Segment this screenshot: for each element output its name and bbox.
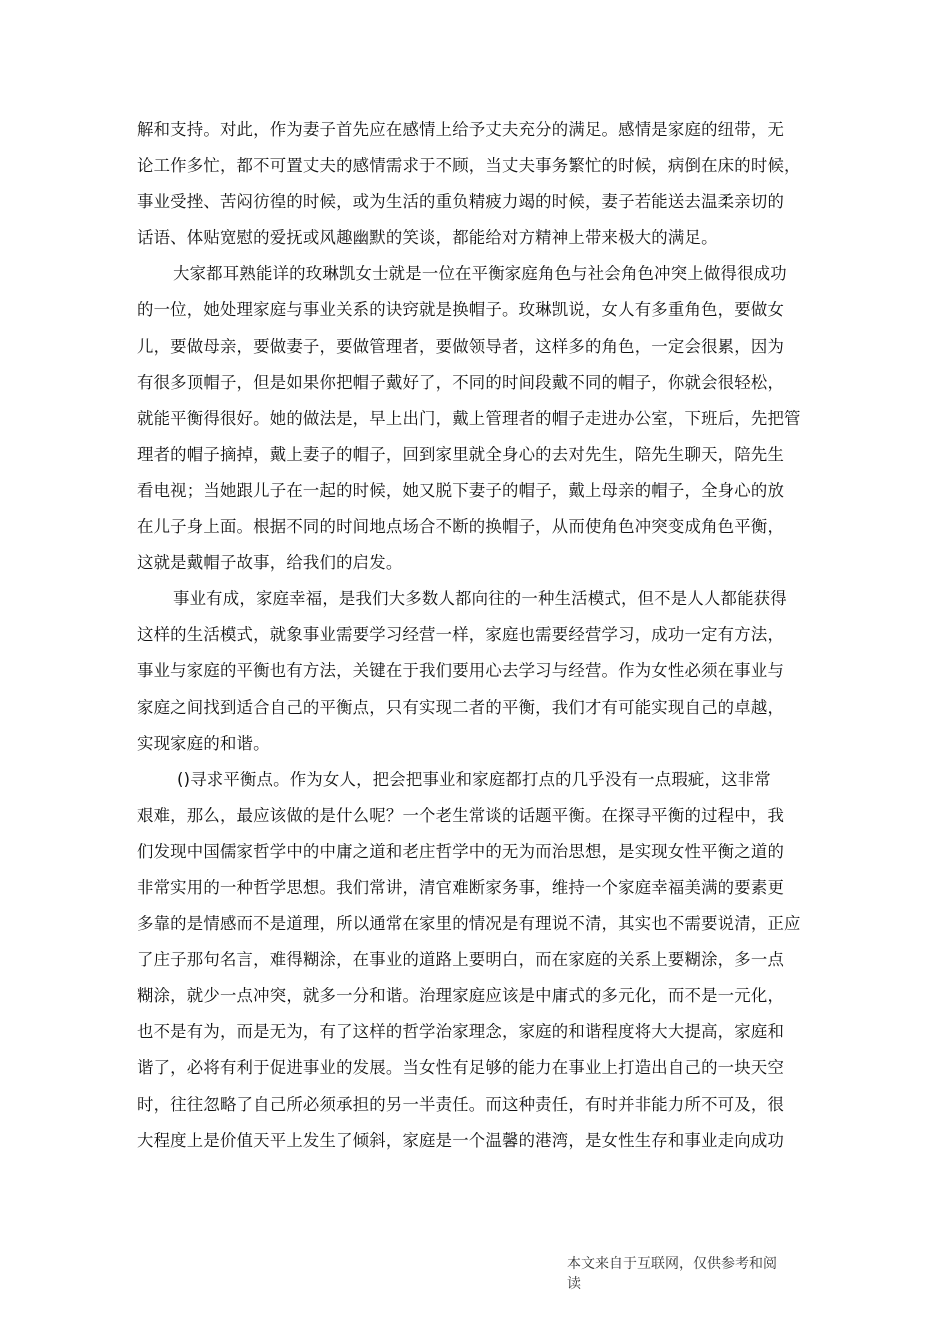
text-line: 解和支持。对此，作为妻子首先应在感情上给予丈夫充分的满足。感情是家庭的纽带，无 xyxy=(137,120,785,139)
text-line: 大家都耳熟能详的玫琳凯女士就是一位在平衡家庭角色与社会角色冲突上做得很成功 xyxy=(173,264,787,284)
text-line: 这就是戴帽子故事，给我们的启发。 xyxy=(137,553,403,573)
paragraph xyxy=(137,762,817,1159)
text-line: 也不是有为，而是无为，有了这样的哲学治家理念，家庭的和谐程度将大大提高，家庭和 xyxy=(137,1022,785,1042)
paragraph xyxy=(137,581,817,761)
text-line: 话语、体贴宽慰的爱抚或风趣幽默的笑谈，都能给对方精神上带来极大的满足。 xyxy=(137,228,718,248)
text-line: 时，往往忽略了自己所必须承担的另一半责任。而这种责任，有时并非能力所不可及，很 xyxy=(137,1094,785,1114)
text-line: 这样的生活模式，就象事业需要学习经营一样，家庭也需要经营学习，成功一定有方法， xyxy=(137,625,785,645)
text-line: 多靠的是情感而不是道理，所以通常在家里的情况是有理说不清，其实也不需要说清，正应 xyxy=(137,914,801,934)
text-line: 实现家庭的和谐。 xyxy=(137,733,270,753)
text-line: 谐了，必将有利于促进事业的发展。当女性有足够的能力在事业上打造出自己的一块天空 xyxy=(137,1058,785,1078)
text-line: 糊涂，就少一点冲突，就多一分和谐。治理家庭应该是中庸式的多元化，而不是一元化， xyxy=(137,986,785,1006)
text-line: 艰难，那么，最应该做的是什么呢？一个老生常谈的话题平衡。在探寻平衡的过程中，我 xyxy=(137,805,785,825)
text-line: 们发现中国儒家哲学中的中庸之道和老庄哲学中的无为而治思想，是实现女性平衡之道的 xyxy=(137,841,785,861)
text-line: 大程度上是价值天平上发生了倾斜，家庭是一个温馨的港湾，是女性生存和事业走向成功 xyxy=(137,1130,785,1150)
text-line: 儿，要做母亲，要做妻子，要做管理者，要做领导者，这样多的角色，一定会很累，因为 xyxy=(137,336,785,356)
text-line: 论工作多忙，都不可置丈夫的感情需求于不顾，当丈夫事务繁忙的时候，病倒在床的时候， xyxy=(137,156,801,176)
footer-note xyxy=(567,1254,797,1294)
footer-note-line: 本文来自于互联网，仅供参考和阅 xyxy=(567,1256,777,1272)
text-line: 理者的帽子摘掉，戴上妻子的帽子，回到家里就全身心的去对先生，陪先生聊天，陪先生 xyxy=(137,444,785,464)
text-line: 就能平衡得很好。她的做法是，早上出门，戴上管理者的帽子走进办公室，下班后，先把管 xyxy=(137,408,801,428)
document-body xyxy=(137,112,817,1159)
text-line: ()寻求平衡点。作为女人，把会把事业和家庭都打点的几乎没有一点瑕疵，这非常 xyxy=(177,769,771,789)
footer-note-line: 读 xyxy=(567,1276,581,1292)
text-line: 事业与家庭的平衡也有方法，关键在于我们要用心去学习与经营。作为女性必须在事业与 xyxy=(137,661,785,681)
paragraph xyxy=(137,112,817,256)
text-line: 看电视；当她跟儿子在一起的时候，她又脱下妻子的帽子，戴上母亲的帽子，全身心的放 xyxy=(137,480,785,500)
text-line: 事业有成，家庭幸福，是我们大多数人都向往的一种生活模式，但不是人人都能获得 xyxy=(173,589,787,609)
paragraph xyxy=(137,256,817,581)
text-line: 的一位，她处理家庭与事业关系的诀窍就是换帽子。玫琳凯说，女人有多重角色，要做女 xyxy=(137,300,785,320)
text-line: 非常实用的一种哲学思想。我们常讲，清官难断家务事，维持一个家庭幸福美满的要素更 xyxy=(137,877,785,897)
text-line: 事业受挫、苦闷彷徨的时候，或为生活的重负精疲力竭的时候，妻子若能送去温柔亲切的 xyxy=(137,192,785,212)
text-line: 了庄子那句名言，难得糊涂，在事业的道路上要明白，而在家庭的关系上要糊涂，多一点 xyxy=(137,950,785,970)
text-line: 在儿子身上面。根据不同的时间地点场合不断的换帽子，从而使角色冲突变成角色平衡， xyxy=(137,517,785,537)
text-line: 有很多顶帽子，但是如果你把帽子戴好了，不同的时间段戴不同的帽子，你就会很轻松， xyxy=(137,372,785,392)
text-line: 家庭之间找到适合自己的平衡点，只有实现二者的平衡，我们才有可能实现自己的卓越， xyxy=(137,697,785,717)
